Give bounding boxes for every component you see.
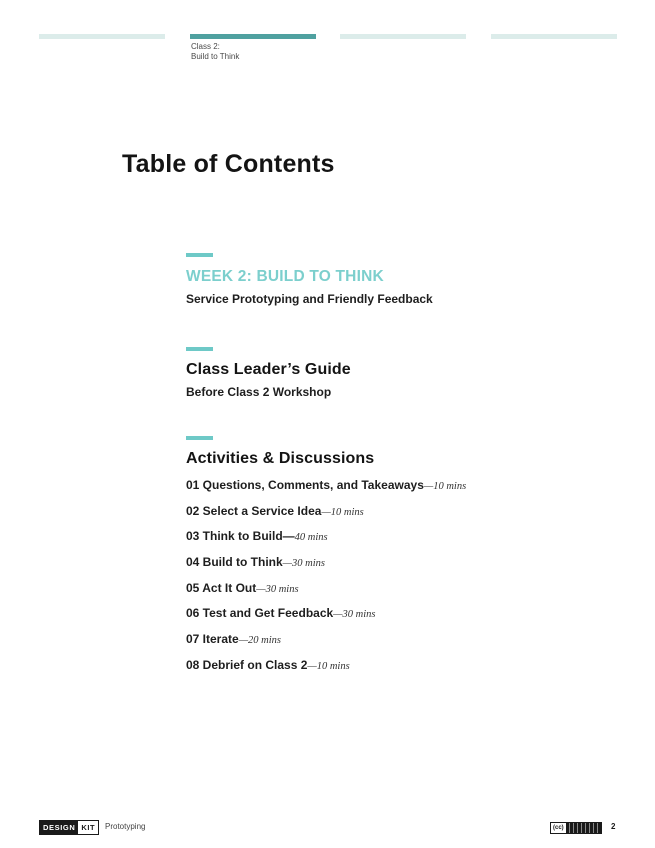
toc-item-label: 01 Questions, Comments, and Takeaways [186, 478, 424, 492]
toc-item-duration: —30 mins [333, 609, 376, 621]
designkit-logo [39, 820, 99, 835]
license-badge-fill [566, 823, 601, 833]
week-section [186, 253, 433, 306]
guide-heading: Class Leader’s Guide [186, 361, 351, 378]
progress-step-1 [39, 34, 165, 39]
toc-item-label: 06 Test and Get Feedback [186, 606, 334, 621]
toc-item[interactable] [186, 581, 466, 607]
guide-section [186, 347, 351, 399]
toc-item-duration: 40 mins [294, 532, 328, 544]
toc-item-duration: —30 mins [282, 558, 325, 570]
week-subtitle: Service Prototyping and Friendly Feedback [186, 292, 433, 306]
class-label [191, 42, 239, 62]
toc-item[interactable] [186, 555, 466, 581]
toc-item[interactable] [186, 632, 466, 658]
toc-item-duration: —10 mins [307, 660, 350, 672]
activities-list [186, 478, 466, 684]
toc-item-label: 08 Debrief on Class 2 [186, 657, 308, 672]
activities-heading: Activities & Discussions [186, 450, 375, 467]
toc-item[interactable] [186, 478, 466, 504]
page-number: 2 [611, 822, 616, 831]
guide-subtitle: Before Class 2 Workshop [186, 385, 332, 399]
toc-item[interactable] [186, 529, 466, 555]
page-title: Table of Contents [122, 150, 335, 178]
toc-item-duration: —10 mins [321, 506, 364, 518]
toc-item-label: 05 Act It Out [186, 580, 257, 595]
toc-item-label: 04 Build to Think [186, 555, 283, 570]
footer-section-name: Prototyping [105, 822, 146, 831]
toc-item[interactable] [186, 606, 466, 632]
week-heading: WEEK 2: BUILD TO THINK [186, 268, 384, 285]
toc-item-label: 02 Select a Service Idea [186, 503, 322, 518]
logo-part-design: DESIGN [40, 821, 78, 834]
class-label-line1: Class 2: [191, 42, 220, 51]
toc-item[interactable] [186, 504, 466, 530]
toc-item-label: 03 Think to Build— [186, 529, 295, 544]
progress-step-4 [491, 34, 617, 39]
accent-rule [186, 347, 213, 351]
activities-section [186, 436, 466, 684]
creative-commons-license-icon [550, 822, 602, 834]
toc-item[interactable] [186, 658, 466, 684]
accent-rule [186, 436, 213, 440]
progress-step-3 [340, 34, 466, 39]
toc-item-label: 07 Iterate [186, 632, 239, 647]
cc-label: (cc) [553, 825, 564, 831]
toc-item-duration: —30 mins [256, 583, 299, 595]
logo-part-kit: KIT [78, 821, 98, 834]
toc-item-duration: —10 mins [423, 481, 467, 492]
class-label-line2: Build to Think [191, 52, 240, 61]
toc-item-duration: —20 mins [238, 635, 282, 647]
accent-rule [186, 253, 213, 257]
progress-step-2-active [190, 34, 316, 39]
